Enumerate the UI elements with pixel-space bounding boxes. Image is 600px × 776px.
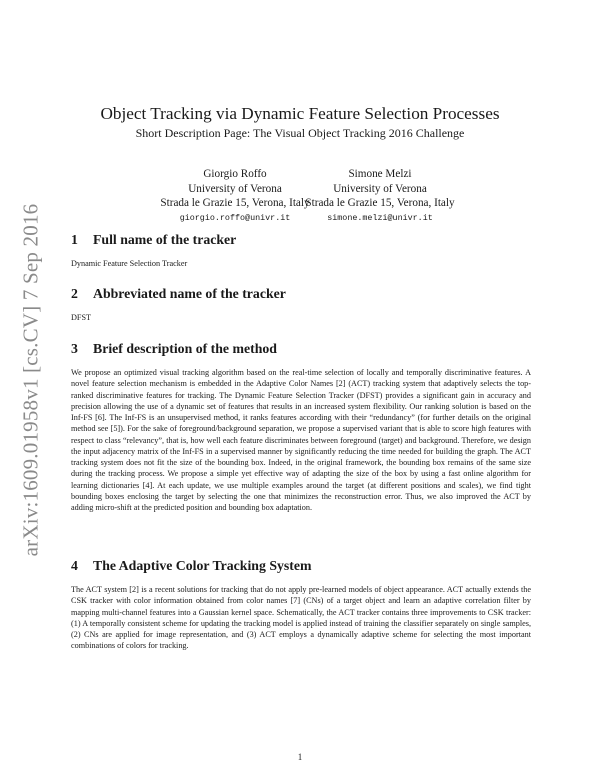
author-affiliation: University of Verona <box>188 182 282 195</box>
section-heading <box>71 341 277 357</box>
section-body: We propose an optimized visual tracking algorithm based on the real-time selection of locally and temporally discriminative features. A novel feature selection mechanism is embedded in the Adaptive Color Names [2] (ACT) tracking system that adaptively selects the top-ranked discriminative features for tracking. The Dynamic Feature Selection Tracker (DFST) provides a significant gain in accuracy and precision allowing the use of a dynamic set of features that results in an increased system flexibility. Our ranking solution is based on the Inf-FS [6]. The Inf-FS is an unsupervised method, it ranks features according with their “redundancy” (for further details on the original method see [5]). For the sake of foreground/background separation, we propose a supervised variant that is able to score high features with respect to class “relevancy”, that is, how well each feature discriminates between foreground (target) and background. Therefore, we design the input adjacency matrix of the Inf-FS in a supervised manner by significantly reducing the time needed for building the graph. The ACT tracking system does not fit the size of the bounding box. Indeed, in the original framework, the bounding box remains of the same size during the tracking process. We propose a simple yet effective way of adapting the size of the box by using a fast online algorithm for learning dictionaries [4]. At each update, we use multiple examples around the target (at different positions and scales), we find tight bounding boxes enclosing the target by selecting the one that minimizes the reconstruction error. Thus, we also improved the ACT by adding micro-shift at the predicted position and bounding box adaptation. <box>71 368 531 512</box>
section-number: 4 <box>71 558 78 573</box>
section-number: 1 <box>71 232 78 247</box>
author-email[interactable]: simone.melzi@univr.it <box>327 212 433 223</box>
section-number: 3 <box>71 341 78 356</box>
title-block <box>70 104 530 140</box>
paper-title: Object Tracking via Dynamic Feature Selection Processes <box>100 104 500 123</box>
section-body: DFST <box>71 313 92 322</box>
page-number: 1 <box>297 752 303 762</box>
author-affiliation: University of Verona <box>333 182 427 195</box>
section-title: Abbreviated name of the tracker <box>93 286 286 301</box>
section-number: 2 <box>71 286 78 301</box>
section-body: The ACT system [2] is a recent solutions for tracking that do not apply pre-learned models of object appearance. ACT actually extends the CSK tracker with color information obtained from color names [7] (CNs) of a target object and learn an adaptive correlation filter by mapping multi-channel features into a Gaussian kernel space. Schematically, the ACT tracker contains three improvements to CSK tracker: (1) A temporally consistent scheme for updating the tracking model is applied instead of training the classifier separately on single samples, (2) CNs are applied for image representation, and (3) ACT employs a dynamically adaptive scheme for selecting the most important combinations of colors for tracking. <box>71 585 531 651</box>
section-title: Brief description of the method <box>93 341 277 356</box>
author-block <box>285 167 475 225</box>
section-title: The Adaptive Color Tracking System <box>93 558 312 573</box>
author-name: Giorgio Roffo <box>203 168 267 180</box>
section-body: Dynamic Feature Selection Tracker <box>71 259 188 268</box>
author-address: Strada le Grazie 15, Verona, Italy <box>305 197 455 210</box>
paper-subtitle: Short Description Page: The Visual Object Tracking 2016 Challenge <box>135 126 465 140</box>
section-heading <box>71 558 311 574</box>
section-heading <box>71 232 236 248</box>
arxiv-stamp-text: arXiv:1609.01958v1 [cs.CV] 7 Sep 2016 <box>18 203 43 557</box>
author-address: Strada le Grazie 15, Verona, Italy <box>160 197 310 210</box>
section-title: Full name of the tracker <box>93 232 237 247</box>
section-heading <box>71 286 286 302</box>
author-name: Simone Melzi <box>348 168 412 180</box>
arxiv-stamp <box>16 203 46 557</box>
author-email[interactable]: giorgio.roffo@univr.it <box>179 212 291 223</box>
